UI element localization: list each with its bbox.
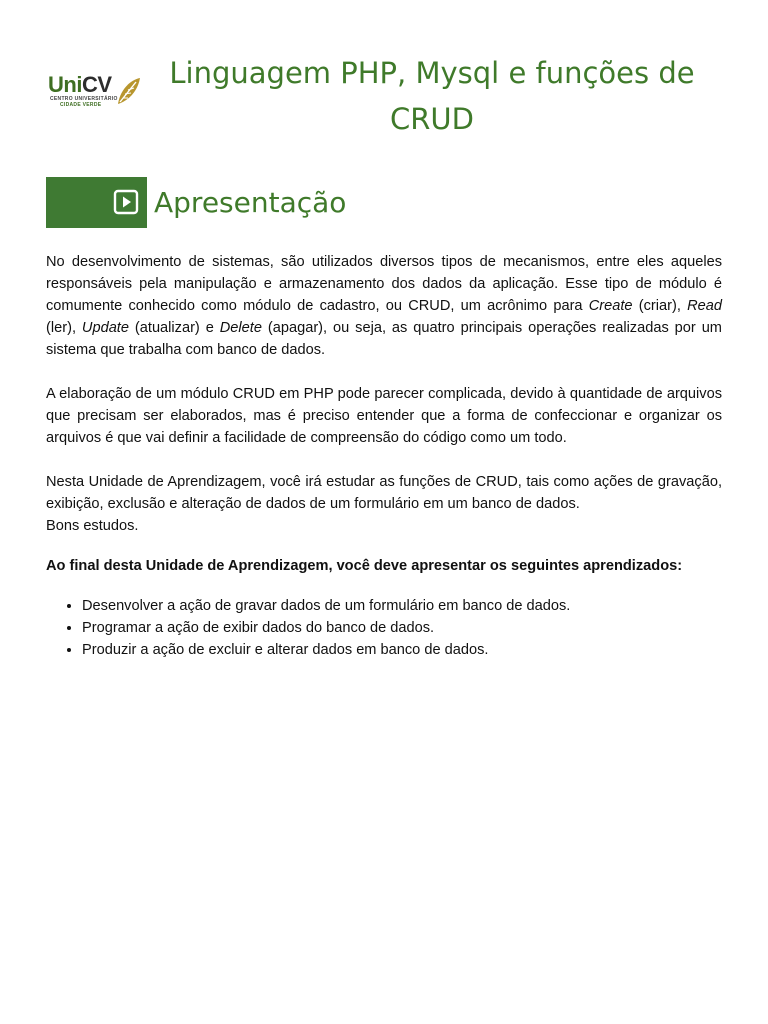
list-item: • Desenvolver a ação de gravar dados de um formulário em banco de dados. [82, 595, 722, 617]
intro-paragraph-2: A elaboração de um módulo CRUD em PHP pode parecer complicada, devido à quantidade de arquivos que precisam ser elaborados, mas é preciso entender que a forma de confeccionar e organizar os arquivos é que vai definir a facilidade de compreensão do código como um todo. [46, 386, 722, 446]
content-body [46, 251, 722, 661]
unicv-logo [48, 74, 144, 110]
list-item: • Programar a ação de exibir dados do banco de dados. [82, 617, 722, 639]
objectives-heading: Ao final desta Unidade de Aprendizagem, você deve apresentar os seguintes aprendizados: [46, 558, 683, 574]
intro-paragraph-3: Nesta Unidade de Aprendizagem, você irá estudar as funções de CRUD, tais como ações de gravação, exibição, exclusão e alteração de dados de um formulário em um banco de dados. [46, 474, 722, 512]
list-item: • Produzir a ação de excluir e alterar dados em banco de dados. [82, 639, 722, 661]
objectives-list [46, 595, 722, 661]
page-title: Linguagem PHP, Mysql e funções de CRUD [169, 56, 695, 136]
play-icon [113, 189, 139, 215]
intro-paragraph-1: No desenvolvimento de sistemas, são utilizados diversos tipos de mecanismos, entre eles aqueles responsáveis pela manipulação e armazenamento dos dados da aplicação. Esse tipo de módulo é comumente conhecido como módulo de cadastro, ou CRUD, um acrônimo para Create (criar), Read (ler), Update (atualizar) e Delete (apagar), ou seja, as quatro principais operações realizadas por um sistema que trabalha com banco de dados. [46, 254, 723, 358]
section-header [46, 177, 446, 228]
leaf-icon [114, 76, 142, 106]
logo-subtitle-1: CENTRO UNIVERSITÁRIO [50, 96, 118, 102]
section-bar [46, 177, 147, 228]
section-title: Apresentação [154, 186, 347, 219]
logo-wordmark: UniCV [48, 72, 112, 97]
page-header [46, 46, 722, 142]
logo-subtitle-2: CIDADE VERDE [60, 102, 102, 108]
closing-text: Bons estudos. [46, 518, 139, 534]
